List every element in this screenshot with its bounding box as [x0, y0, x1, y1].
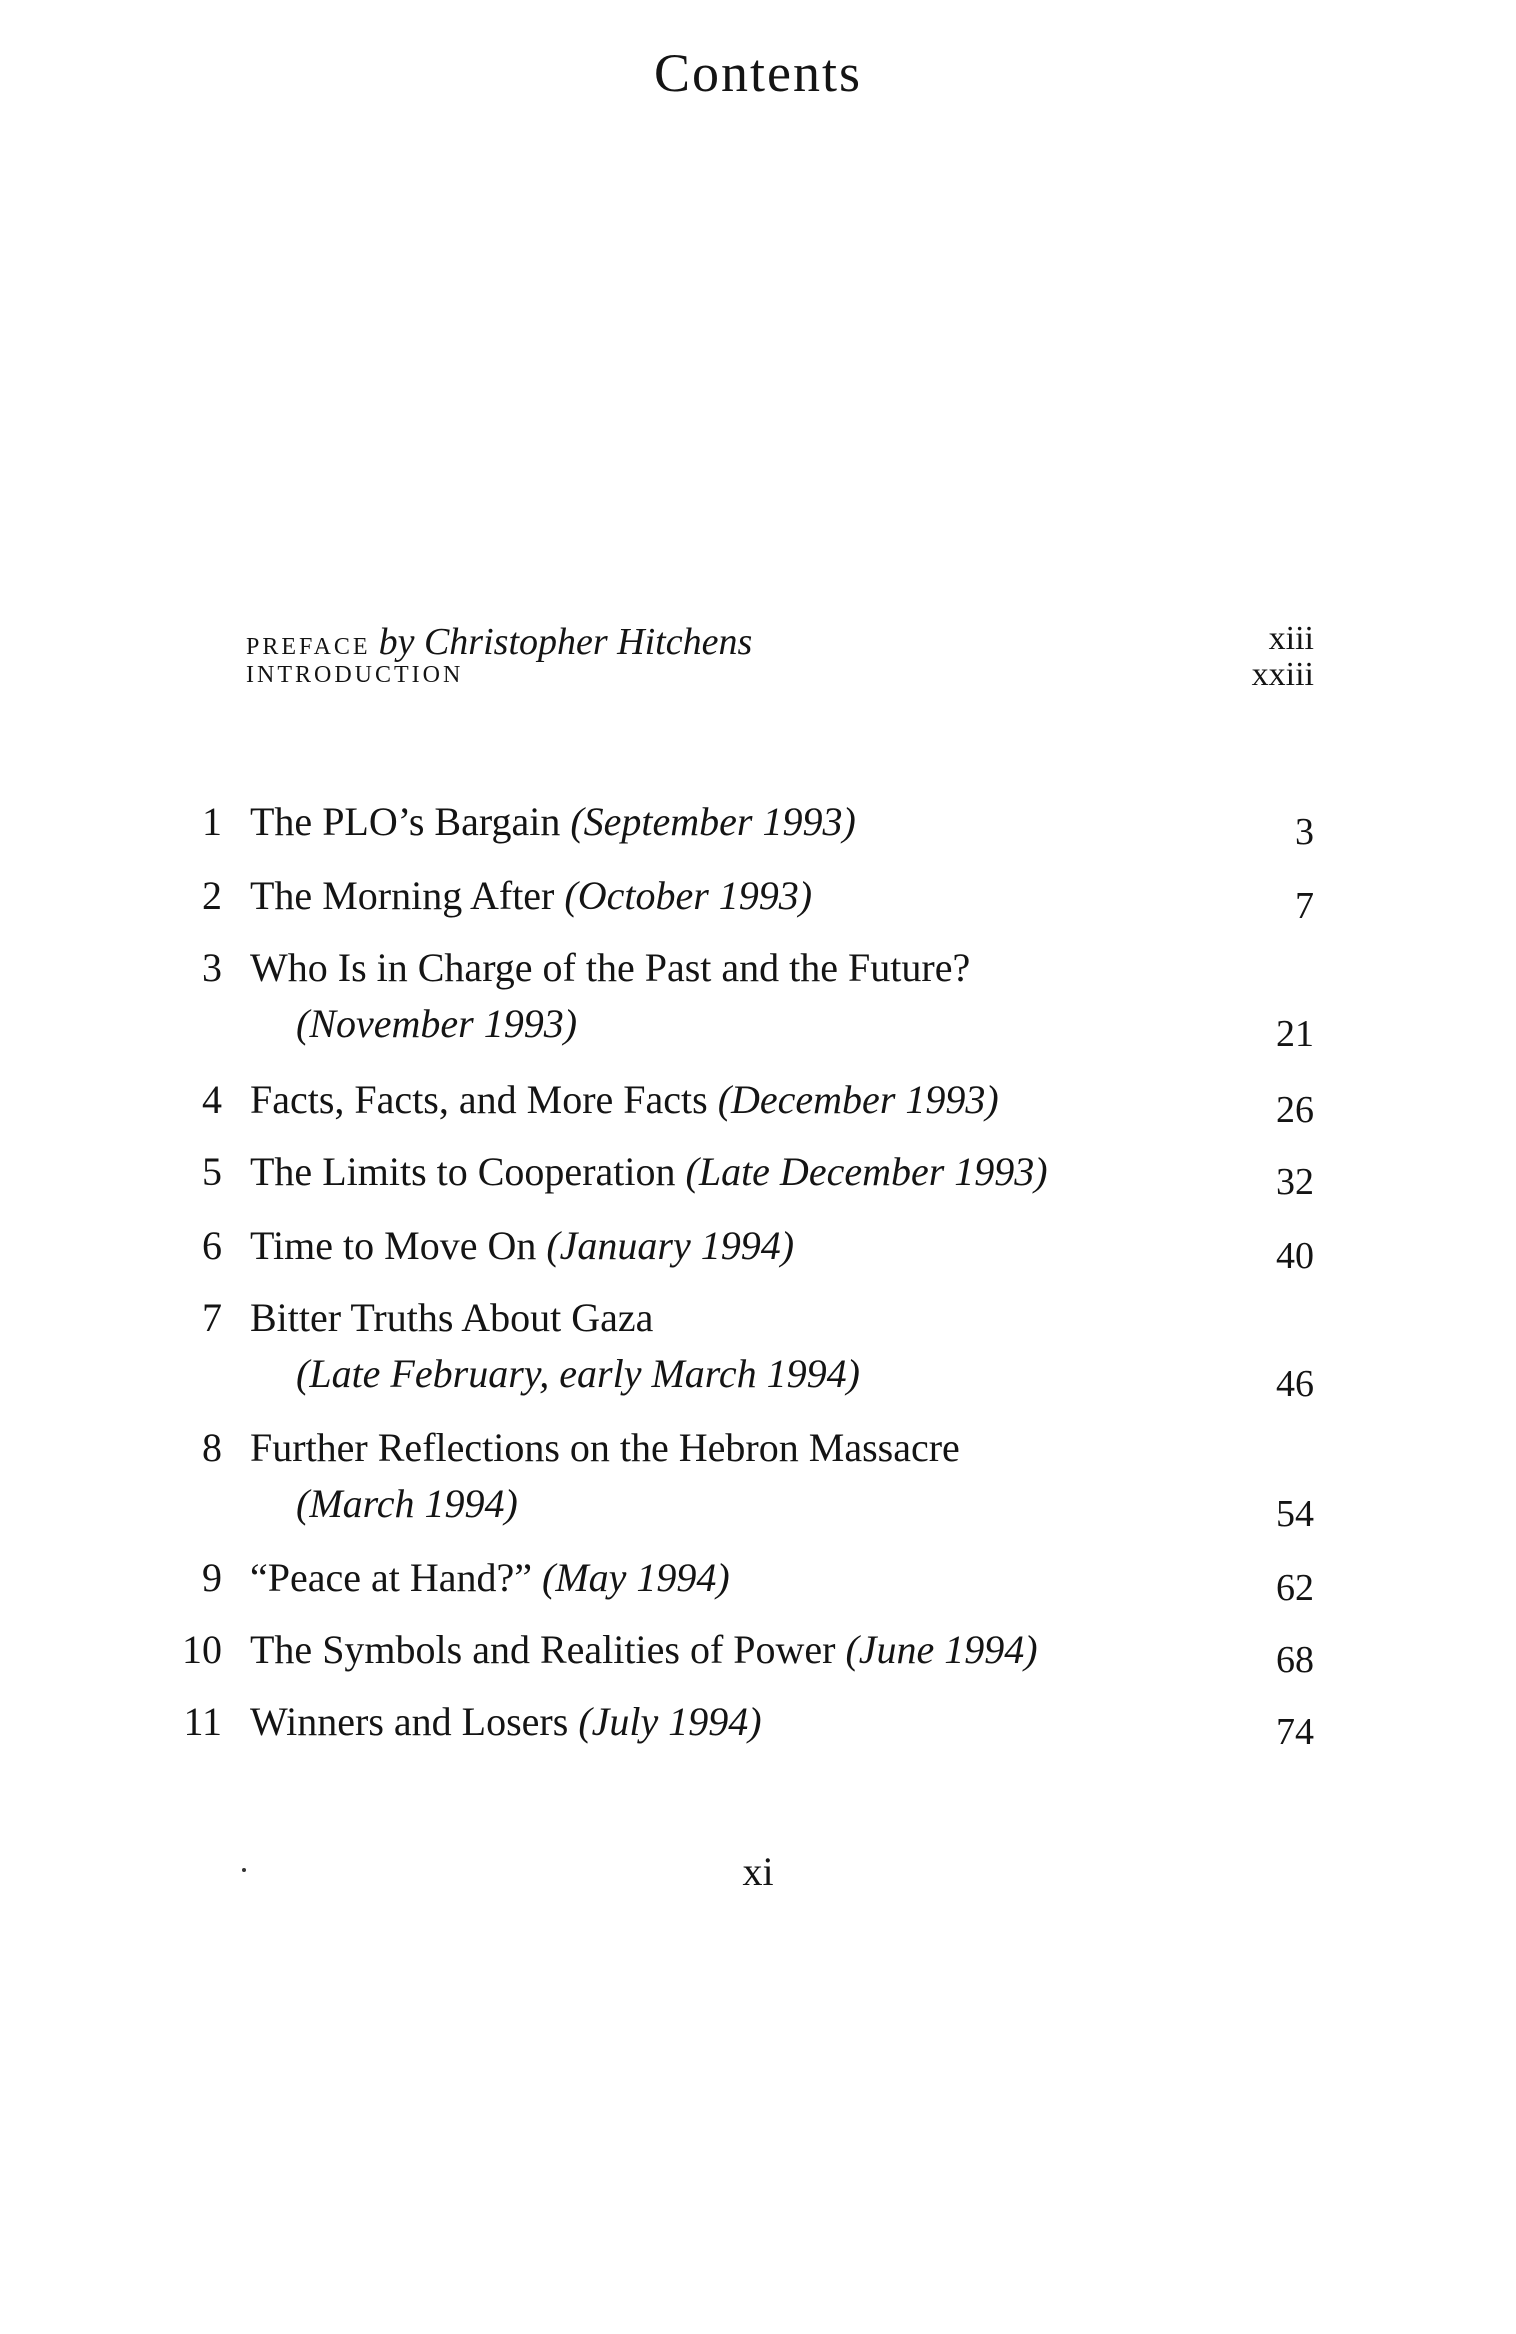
chapter-page-number: 54: [1276, 1493, 1314, 1535]
front-matter-label: INTRODUCTION: [246, 662, 464, 688]
chapter-number: 8: [202, 1425, 222, 1470]
chapter-page-number: 74: [1276, 1711, 1314, 1753]
chapter-title-line: [250, 1144, 1048, 1200]
chapter-page-number: 26: [1276, 1089, 1314, 1131]
chapter-title-line: [250, 1550, 730, 1606]
front-matter-page-number: xiii: [1268, 620, 1314, 657]
chapter-title-line: [250, 794, 856, 850]
chapter-number: 5: [202, 1149, 222, 1194]
chapter-number: 6: [202, 1223, 222, 1268]
chapter-date: (November 1993): [296, 1001, 578, 1046]
chapter-number: 1: [202, 799, 222, 844]
chapter-number: 2: [202, 873, 222, 918]
chapter-date: (September 1993): [570, 799, 856, 844]
chapter-number: 11: [183, 1699, 222, 1744]
chapter-number: 9: [202, 1555, 222, 1600]
front-matter-label: PREFACE: [246, 634, 371, 660]
chapter-page-number: 46: [1276, 1363, 1314, 1405]
chapter-date: (Late February, early March 1994): [296, 1351, 860, 1396]
page-folio: xi: [742, 1849, 774, 1894]
chapter-page-number: 7: [1295, 885, 1314, 927]
chapter-date: (October 1993): [564, 873, 813, 918]
chapter-title: Who Is in Charge of the Past and the Future?: [250, 945, 971, 990]
chapter-date: (Late December 1993): [685, 1149, 1048, 1194]
chapter-date: (May 1994): [542, 1555, 730, 1600]
chapter-title: The PLO’s Bargain: [250, 799, 561, 844]
chapter-page-number: 68: [1276, 1639, 1314, 1681]
chapter-title: Time to Move On: [250, 1223, 537, 1268]
chapter-title: Further Reflections on the Hebron Massacre: [250, 1425, 960, 1470]
front-matter-author: by Christopher Hitchens: [378, 621, 753, 663]
chapter-page-number: 32: [1276, 1161, 1314, 1203]
chapter-title-line: [250, 1694, 762, 1750]
chapter-title: The Symbols and Realities of Power: [250, 1627, 836, 1672]
chapter-page-number: 21: [1276, 1013, 1314, 1055]
chapter-date: (December 1993): [717, 1077, 999, 1122]
chapter-page-number: 40: [1276, 1235, 1314, 1277]
chapter-number: 3: [202, 945, 222, 990]
chapter-title-line: [250, 1218, 794, 1274]
chapter-date: (July 1994): [578, 1699, 762, 1744]
chapter-title-line: [250, 868, 812, 924]
chapter-title: Winners and Losers: [250, 1699, 569, 1744]
chapter-number: 10: [182, 1627, 222, 1672]
chapter-number: 4: [202, 1077, 222, 1122]
page-title: Contents: [653, 43, 862, 103]
front-matter-page-number: xxiii: [1251, 656, 1314, 693]
chapter-title: The Morning After: [250, 873, 555, 918]
chapter-date: (March 1994): [296, 1481, 518, 1526]
chapter-page-number: 62: [1276, 1567, 1314, 1609]
chapter-date: (June 1994): [845, 1627, 1038, 1672]
chapter-title-line: [250, 1072, 999, 1128]
toc-entry-introduction[interactable]: [246, 656, 1314, 706]
chapter-title: Bitter Truths About Gaza: [250, 1295, 654, 1340]
chapter-page-number: 3: [1295, 811, 1314, 853]
chapter-title: The Limits to Cooperation: [250, 1149, 676, 1194]
front-matter-label-wrap: [246, 656, 463, 690]
chapter-date: (January 1994): [546, 1223, 795, 1268]
chapter-title-line: [250, 1622, 1038, 1678]
chapter-title: “Peace at Hand?”: [250, 1555, 533, 1600]
chapter-number: 7: [202, 1295, 222, 1340]
chapter-title: Facts, Facts, and More Facts: [250, 1077, 708, 1122]
